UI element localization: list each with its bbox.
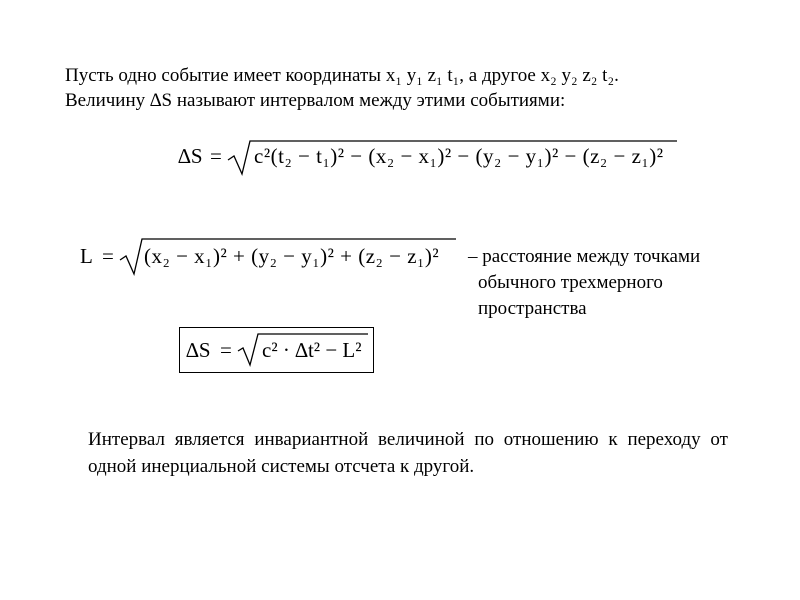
short-formula-box	[179, 327, 374, 373]
short-lhs: ∆S	[186, 338, 211, 362]
distance-lhs: L	[80, 244, 93, 268]
short-equals: =	[220, 338, 232, 362]
interval-equals: =	[210, 144, 222, 168]
interval-lhs: ∆S	[178, 144, 203, 168]
interval-radicand: c²(t₂ − t₁)² − (x₂ − x₁)² − (y₂ − y₁)² − (z₂ − z₁)²	[254, 144, 664, 168]
distance-equals: =	[102, 244, 114, 268]
short-radicand: c² · ∆t² − L²	[262, 338, 362, 362]
distance-description-2: обычного трехмерного	[478, 272, 663, 293]
conclusion-paragraph: Интервал является инвариантной величиной по отношению к переходу от одной инерциальной системы отсчета к другой.	[88, 429, 728, 477]
distance-description-3: пространства	[478, 298, 587, 319]
intro-line-1: Пусть одно событие имеет координаты x₁ y₁ z₁ t₁, а другое x₂ y₂ z₂ t₂.	[65, 65, 619, 86]
short-formula	[180, 328, 373, 372]
distance-description-1: – расстояние между точками	[468, 246, 701, 267]
intro-line-2: Величину ∆S называют интервалом между этими событиями:	[65, 90, 566, 111]
distance-radicand: (x₂ − x₁)² + (y₂ − y₁)² + (z₂ − z₁)²	[144, 244, 440, 268]
